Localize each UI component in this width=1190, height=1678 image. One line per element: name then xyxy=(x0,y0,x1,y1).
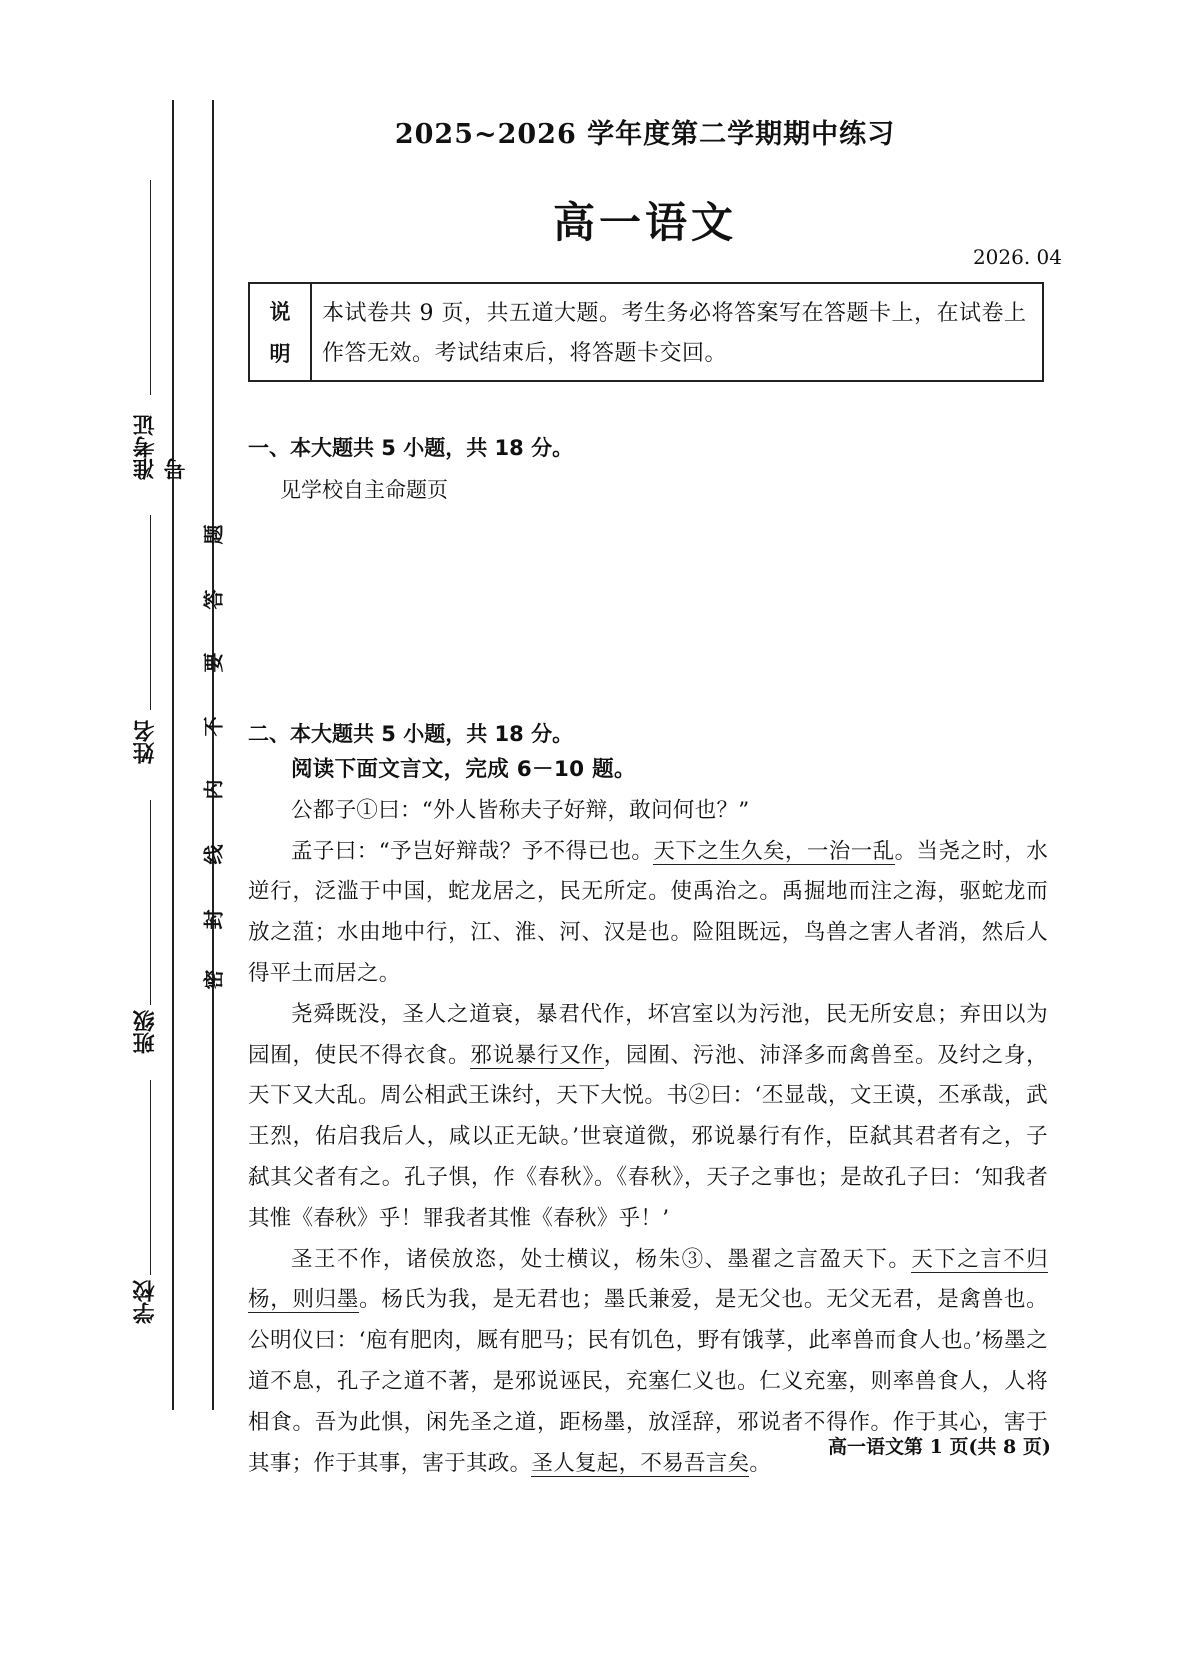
binding-line-right xyxy=(212,100,214,1410)
notice-text: 本试卷共 9 页，共五道大题。考生务必将答案写在答题卡上，在试卷上作答无效。考试结束后，将答题卡交回。 xyxy=(322,301,1027,366)
section2-heading: 二、本大题共 5 小题，共 18 分。 xyxy=(248,722,574,746)
passage-paragraph: 公都子①曰：“外人皆称夫子好辩，敢问何也？” xyxy=(291,797,750,823)
seal-char: 题 xyxy=(201,524,226,545)
subject-title: 高一语文 xyxy=(552,198,737,247)
class-field[interactable] xyxy=(130,800,170,1065)
passage-paragraph xyxy=(248,832,1048,995)
exam-id-label: 准考证号 xyxy=(133,414,189,480)
passage xyxy=(248,750,1048,1484)
passage-paragraph xyxy=(248,995,1048,1240)
underlined-phrase: 邪说暴行又作 xyxy=(470,1042,604,1068)
passage-text: ，园囿、污池、沛泽多而禽兽至。及纣之身，天下又大乱。周公相武王诛纣，天下大悦。书②曰：‘丕显哉，文王谟，丕承哉，武王烈，佑启我后人，咸以正无缺。’世衰道微，邪说暴行有作，臣弑其君者有之，子弑其父者有之。孔子惧，作《春秋》。《春秋》，天子之事也；是故孔子曰：‘知我者其惟《春秋》乎！罪我者其惟《春秋》乎！’ xyxy=(248,1042,1048,1231)
notice-label xyxy=(250,284,312,380)
exam-date: 2026. 04 xyxy=(972,245,1062,269)
underlined-phrase: 天下之言不归杨，则归墨 xyxy=(248,1246,1048,1313)
exam-id-field[interactable] xyxy=(130,180,189,480)
exam-title: 2025~2026 学年度第二学期期中练习 xyxy=(394,119,896,150)
underlined-phrase: 圣人复起，不易吾言矣 xyxy=(531,1450,750,1476)
name-underline xyxy=(150,515,151,710)
passage-text: 尧舜既没，圣人之道衰，暴君代作，坏宫室以为污池，民无所安息；弃田以为园囿，使民不得衣食。 xyxy=(248,1001,1048,1068)
notice-label-char: 明 xyxy=(269,342,291,366)
reading-instruction: 阅读下面文言文，完成 6－10 题。 xyxy=(291,757,636,782)
seal-char: 内 xyxy=(201,779,226,800)
underlined-phrase: 天下之生久矣，一治一乱 xyxy=(653,838,895,864)
class-underline xyxy=(150,800,151,1005)
seal-char: 答 xyxy=(201,589,226,610)
school-label: 学校 xyxy=(133,1280,158,1324)
name-label: 姓名 xyxy=(133,720,158,764)
passage-text: 。杨氏为我，是无君也；墨氏兼爱，是无父也。无父无君，是禽兽也。公明仪曰：‘庖有肥肉，厩有肥马；民有饥色，野有饿莩，此率兽而食人也。’杨墨之道不息，孔子之道不著，是邪说诬民，充塞仁义也。仁义充塞，则率兽食人，人将相食。吾为此惧，闲先圣之道，距杨墨，放淫辞，邪说者不得作。作于其心，害于其事；作于其事，害于其政。 xyxy=(248,1287,1048,1476)
seal-char: 密 xyxy=(201,969,226,990)
passage-text: 孟子曰：“予岂好辩哉？予不得已也。 xyxy=(291,838,654,864)
seal-char: 线 xyxy=(201,844,226,865)
name-field[interactable] xyxy=(130,515,170,775)
seal-char: 封 xyxy=(201,909,226,930)
page-footer: 高一语文第 1 页(共 8 页) xyxy=(828,1436,1051,1458)
binding-line-left xyxy=(172,100,174,1410)
school-field[interactable] xyxy=(130,1080,170,1340)
seal-char: 不 xyxy=(201,716,226,737)
section1-heading: 一、本大题共 5 小题，共 18 分。 xyxy=(248,436,574,460)
seal-char: 要 xyxy=(201,652,226,673)
notice-box xyxy=(248,282,1044,382)
passage-text: 。 xyxy=(749,1450,772,1476)
exam-id-underline xyxy=(150,180,151,395)
class-label: 班级 xyxy=(133,1010,158,1054)
notice-label-char: 说 xyxy=(269,300,291,324)
section1-content: 见学校自主命题页 xyxy=(280,478,448,502)
school-underline xyxy=(150,1080,151,1275)
passage-text: 。当尧之时，水逆行，泛滥于中国，蛇龙居之，民无所定。使禹治之。禹掘地而注之海，驱蛇龙而放之菹；水由地中行，江、淮、河、汉是也。险阻既远，鸟兽之害人者消，然后人得平土而居之。 xyxy=(248,838,1049,986)
passage-text: 圣王不作，诸侯放恣，处士横议，杨朱③、墨翟之言盈天下。 xyxy=(291,1246,912,1272)
